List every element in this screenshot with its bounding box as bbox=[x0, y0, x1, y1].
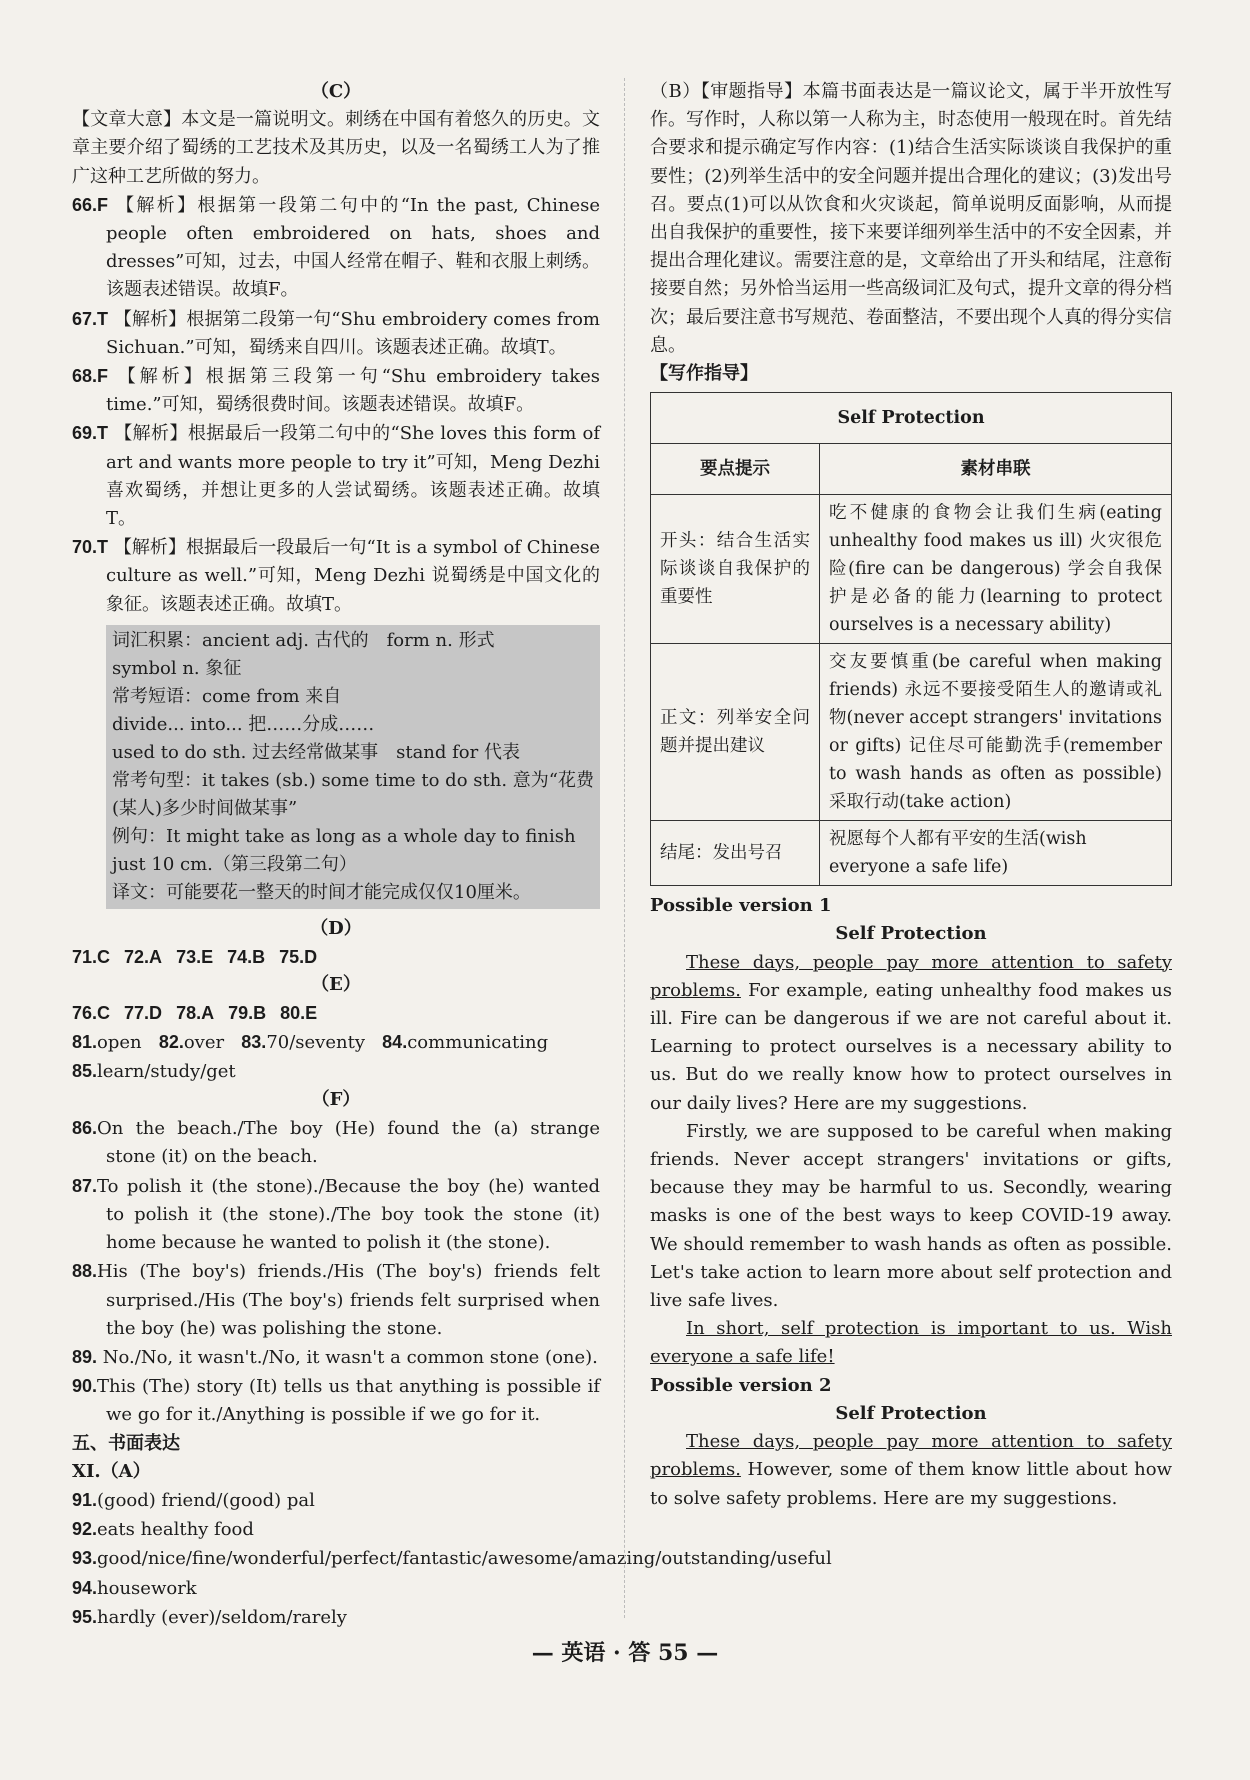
vocab-line: 常考句型：it takes (sb.) some time to do sth. 意为“花费(某人)多少时间做某事” bbox=[112, 769, 594, 819]
table-row bbox=[651, 821, 1172, 886]
column-divider bbox=[624, 78, 625, 1618]
version-1-title: Self Protection bbox=[835, 923, 987, 945]
answer-item: 92.eats healthy food bbox=[72, 1519, 254, 1541]
table-point: 正文：列举安全问题并提出建议 bbox=[651, 644, 820, 821]
answer-item: 68.F 【解析】根据第三段第一句“Shu embroidery takes time.”可知，蜀绣很费时间。该题表述错误。故填F。 bbox=[72, 366, 600, 416]
answer-item: 66.F 【解析】根据第一段第二句中的“In the past, Chinese people often embroidered on hats, shoes and dresses”可知，过去，中国人经常在帽子、鞋和衣服上刺绣。该题表述错误。故填F。 bbox=[72, 194, 600, 301]
table-header-points: 要点提示 bbox=[651, 444, 820, 495]
answer-item: 95.hardly (ever)/seldom/rarely bbox=[72, 1606, 347, 1628]
page-footer: — 英语 · 答 55 — bbox=[531, 1640, 719, 1666]
vocab-line: divide... into... 把……分成…… bbox=[112, 713, 375, 735]
section-f-heading: （F） bbox=[311, 1089, 361, 1111]
table-row bbox=[651, 644, 1172, 821]
version-1-paragraph: In short, self protection is important to us. Wish everyone a safe life! bbox=[650, 1318, 1172, 1368]
section-c-heading: （C） bbox=[310, 81, 362, 102]
writing-guide-table bbox=[650, 392, 1172, 886]
d-answers: 71.C 72.A 73.E 74.B 75.D bbox=[72, 947, 318, 968]
c-answer-list bbox=[72, 191, 600, 619]
vocab-line: 译文：可能要花一整天的时间才能完成仅仅10厘米。 bbox=[112, 881, 531, 903]
table-point: 结尾：发出号召 bbox=[651, 821, 820, 886]
e-answer-85: 85.learn/study/get bbox=[72, 1060, 236, 1082]
section-e-heading: （E） bbox=[311, 974, 361, 996]
table-material: 祝愿每个人都有平安的生活(wish everyone a safe life) bbox=[820, 821, 1172, 886]
table-title: Self Protection bbox=[651, 393, 1172, 444]
table-material: 吃不健康的食物会让我们生病(eating unhealthy food makes us ill) 火灾很危险(fire can be dangerous) 学会自我保护是必备的能力(learning to protect ourselves is a necessary ability) bbox=[820, 495, 1172, 644]
section-writing-heading: 五、书面表达 bbox=[72, 1432, 180, 1454]
table-row bbox=[651, 495, 1172, 644]
table-header-materials: 素材串联 bbox=[820, 444, 1172, 495]
xi-answer-list bbox=[72, 1486, 832, 1632]
answer-item: 86.On the beach./The boy (He) found the (a) strange stone (it) on the beach. bbox=[72, 1118, 600, 1168]
vocabulary-box bbox=[106, 625, 600, 909]
vocab-line: symbol n. 象征 bbox=[112, 657, 242, 679]
answer-item: 89. No./No, it wasn't./No, it wasn't a common stone (one). bbox=[72, 1346, 598, 1368]
version-2-label: Possible version 2 bbox=[650, 1374, 832, 1396]
answer-item: 69.T 【解析】根据最后一段第二句中的“She loves this form of art and wants more people to try it”可知，Meng Dezhi 喜欢蜀绣，并想让更多的人尝试蜀绣。该题表述正确。故填T。 bbox=[72, 423, 600, 530]
section-xi-heading: XI.（A） bbox=[72, 1460, 151, 1482]
vocab-line: used to do sth. 过去经常做某事 stand for 代表 bbox=[112, 741, 520, 763]
writing-analysis: （B）【审题指导】本篇书面表达是一篇议论文，属于半开放性写作。写作时，人称以第一人称为主，时态使用一般现在时。首先结合要求和提示确定写作内容：(1)结合生活实际谈谈自我保护的重要性；(2)列举生活中的安全问题并提出合理化的建议；(3)发出号召。要点(1)可以从饮食和火灾谈起，简单说明反面影响，从而提出自我保护的重要性，接下来要详细列举生活中的不安全因素，并提出合理化建议。需要注意的是，文章给出了开头和结尾，注意衔接要自然；另外恰当运用一些高级词汇及句式，提升文章的得分档次；最后要注意书写规范、卷面整洁，不要出现个人真的得分实信息。 bbox=[650, 81, 1172, 356]
table-point: 开头：结合生活实际谈谈自我保护的重要性 bbox=[651, 495, 820, 644]
vocab-line: 例句：It might take as long as a whole day to finish just 10 cm.（第三段第二句） bbox=[112, 825, 576, 875]
answer-item: 94.housework bbox=[72, 1577, 197, 1599]
table-material: 交友要慎重(be careful when making friends) 永远不要接受陌生人的邀请或礼物(never accept strangers' invitations or gifts) 记住尽可能勤洗手(remember to wash hands as often as possible) 采取行动(take action) bbox=[820, 644, 1172, 821]
version-1-paragraph: Firstly, we are supposed to be careful when making friends. Never accept strangers' invitations or gifts, because they may be harmful to us. Secondly, wearing masks is one of the best ways to keep COVID-19 away. We should remember to wash hands as often as possible. Let's take action to learn more about self protection and live safe lives. bbox=[650, 1120, 1172, 1312]
section-d-heading: （D） bbox=[310, 917, 362, 939]
version-2-paragraph: These days, people pay more attention to safety problems. However, some of them know little about how to solve safety problems. Here are my suggestions. bbox=[650, 1431, 1172, 1509]
vocab-line: 常考短语：come from 来自 bbox=[112, 685, 342, 707]
version-1-paragraph: These days, people pay more attention to safety problems. For example, eating unhealthy food makes us ill. Fire can be dangerous if we are not careful about it. Learning to protect ourselves is a necessary ability to us. But do we really know how to protect ourselves in our daily lives? Here are my suggestions. bbox=[650, 951, 1172, 1114]
writing-guide-label: 【写作指导】 bbox=[650, 363, 758, 385]
section-c-summary: 【文章大意】本文是一篇说明文。刺绣在中国有着悠久的历史。文章主要介绍了蜀绣的工艺技术及其历史，以及一名蜀绣工人为了推广这种工艺所做的努力。 bbox=[72, 109, 600, 187]
e-fill-answers: 81.open 82.over 83.70/seventy 84.communicating bbox=[72, 1031, 549, 1053]
vocab-line: 词汇积累：ancient adj. 古代的 form n. 形式 bbox=[112, 629, 495, 651]
e-answers: 76.C 77.D 78.A 79.B 80.E bbox=[72, 1003, 318, 1024]
answer-item: 90.This (The) story (It) tells us that anything is possible if we go for it./Anything is possible if we go for it. bbox=[72, 1376, 600, 1426]
answer-item: 67.T 【解析】根据第二段第一句“Shu embroidery comes from Sichuan.”可知，蜀绣来自四川。该题表述正确。故填T。 bbox=[72, 308, 600, 358]
answer-item: 93.good/nice/fine/wonderful/perfect/fantastic/awesome/amazing/outstanding/useful bbox=[72, 1548, 832, 1570]
answer-item: 70.T 【解析】根据最后一段最后一句“It is a symbol of Chinese culture as well.”可知，Meng Dezhi 说蜀绣是中国文化的象征。该题表述正确。故填T。 bbox=[72, 537, 600, 615]
f-answer-list bbox=[72, 1114, 600, 1429]
answer-item: 87.To polish it (the stone)./Because the boy (he) wanted to polish it (the stone)./The boy took the stone (it) home because he wanted to polish it (the stone). bbox=[72, 1175, 600, 1254]
version-1-label: Possible version 1 bbox=[650, 895, 832, 917]
right-column bbox=[650, 78, 1172, 1513]
answer-item: 91.(good) friend/(good) pal bbox=[72, 1489, 315, 1511]
answer-item: 88.His (The boy's) friends./His (The boy's) friends felt surprised./His (The boy's) friends felt surprised when the boy (he) was polishing the stone. bbox=[72, 1261, 600, 1339]
version-2-title: Self Protection bbox=[835, 1402, 987, 1424]
